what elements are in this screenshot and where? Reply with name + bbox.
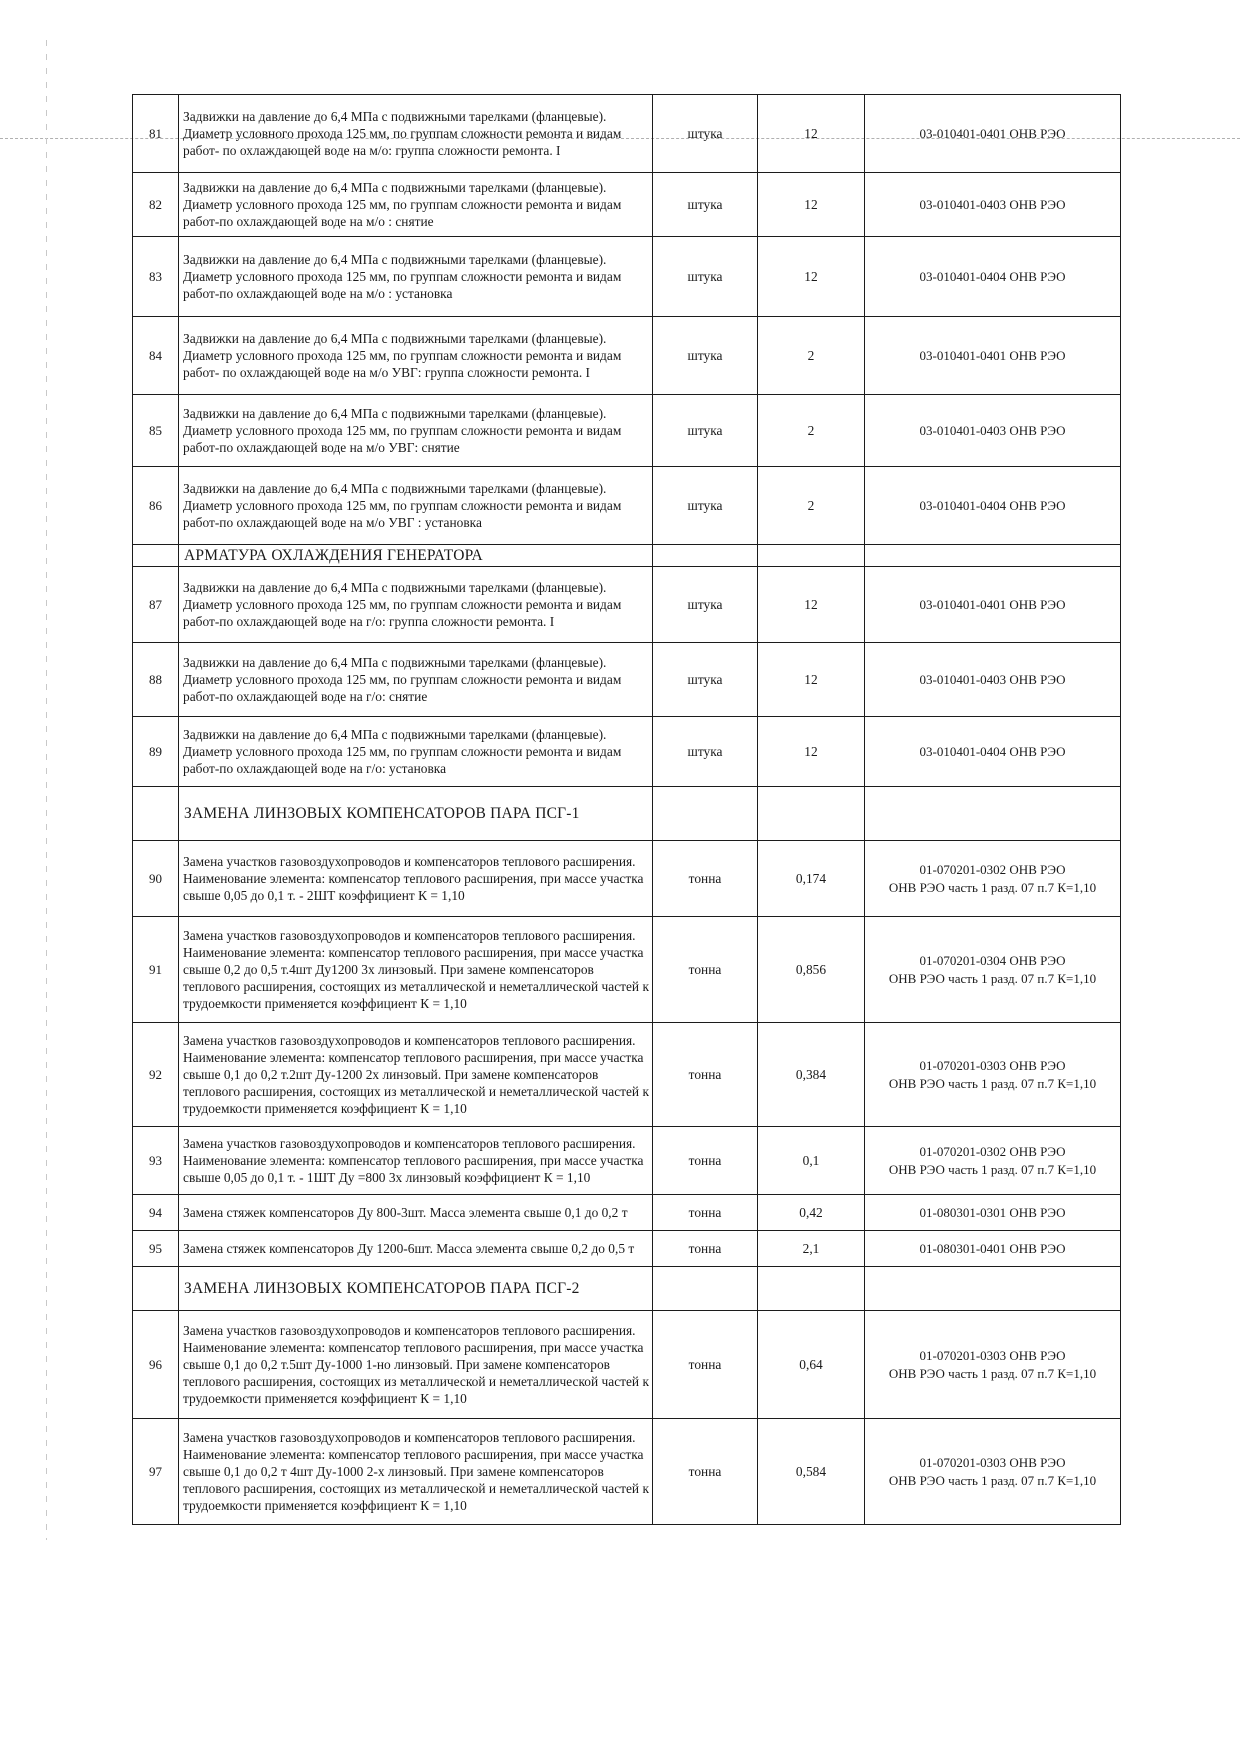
quantity: 0,42 — [758, 1195, 865, 1231]
quantity: 0,1 — [758, 1127, 865, 1195]
row-number: 94 — [133, 1195, 179, 1231]
norm-coefficient-note: ОНВ РЭО часть 1 разд. 07 п.7 К=1,10 — [888, 970, 1097, 986]
norm-code-cell — [865, 467, 1121, 545]
norm-code-cell — [865, 841, 1121, 917]
row-number: 81 — [133, 95, 179, 173]
norm-code: 03-010401-0401 ОНВ РЭО — [919, 125, 1066, 141]
norm-code: 03-010401-0401 ОНВ РЭО — [919, 347, 1066, 363]
norm-code-cell — [865, 173, 1121, 237]
work-description: Задвижки на давление до 6,4 МПа с подвижными тарелками (фланцевые). Диаметр условного прохода 125 мм, по группам сложности ремонта и видам работ- по охлаждающей воде на м/о УВГ: группа сложности ремонта. I — [179, 317, 653, 395]
norm-code-cell — [865, 917, 1121, 1023]
section-row — [133, 1267, 1121, 1311]
unit-of-measure: штука — [653, 173, 758, 237]
section-qty-cell — [758, 545, 865, 567]
work-description: Задвижки на давление до 6,4 МПа с подвижными тарелками (фланцевые). Диаметр условного прохода 125 мм, по группам сложности ремонта и видам работ-по охлаждающей воде на м/о : установка — [179, 237, 653, 317]
quantity: 12 — [758, 237, 865, 317]
norm-code: 01-080301-0301 ОНВ РЭО — [919, 1204, 1066, 1220]
quantity: 12 — [758, 95, 865, 173]
work-description: Замена участков газовоздухопроводов и компенсаторов теплового расширения. Наименование элемента: компенсатор теплового расширения, при массе участка свыше 0,05 до 0,1 т. - 1ШТ Ду =800 3х линзовый коэффициент К = 1,10 — [179, 1127, 653, 1195]
norm-code-cell — [865, 1127, 1121, 1195]
unit-of-measure: тонна — [653, 1023, 758, 1127]
norm-code: 03-010401-0403 ОНВ РЭО — [919, 196, 1066, 212]
section-title: ЗАМЕНА ЛИНЗОВЫХ КОМПЕНСАТОРОВ ПАРА ПСГ-1 — [179, 787, 653, 841]
section-num-cell — [133, 545, 179, 567]
work-description: Задвижки на давление до 6,4 МПа с подвижными тарелками (фланцевые). Диаметр условного прохода 125 мм, по группам сложности ремонта и видам работ-по охлаждающей воде на г/о: установка — [179, 717, 653, 787]
work-description: Задвижки на давление до 6,4 МПа с подвижными тарелками (фланцевые). Диаметр условного прохода 125 мм, по группам сложности ремонта и видам работ-по охлаждающей воде на г/о: группа сложности ремонта. I — [179, 567, 653, 643]
norm-code: 03-010401-0403 ОНВ РЭО — [919, 422, 1066, 438]
quantity: 0,856 — [758, 917, 865, 1023]
unit-of-measure: тонна — [653, 1419, 758, 1525]
section-row — [133, 787, 1121, 841]
row-number: 83 — [133, 237, 179, 317]
work-description: Замена участков газовоздухопроводов и компенсаторов теплового расширения. Наименование элемента: компенсатор теплового расширения, при массе участка свыше 0,05 до 0,1 т. - 2ШТ коэффициент К = 1,10 — [179, 841, 653, 917]
work-description: Замена участков газовоздухопроводов и компенсаторов теплового расширения. Наименование элемента: компенсатор теплового расширения, при массе участка свыше 0,1 до 0,2 т 4шт Ду-1000 2-х линзовый. При замене компенсаторов теплового расширения, состоящих из металлической и неметаллической частей к трудоемкости применяется коэффициент К = 1,10 — [179, 1419, 653, 1525]
unit-of-measure: тонна — [653, 841, 758, 917]
row-number: 88 — [133, 643, 179, 717]
quantity: 12 — [758, 567, 865, 643]
table-row — [133, 643, 1121, 717]
quantity: 12 — [758, 643, 865, 717]
norm-code: 01-070201-0303 ОНВ РЭО — [919, 1454, 1066, 1470]
row-number: 90 — [133, 841, 179, 917]
quantity: 2 — [758, 395, 865, 467]
work-description: Замена стяжек компенсаторов Ду 800-3шт. Масса элемента свыше 0,1 до 0,2 т — [179, 1195, 653, 1231]
norm-coefficient-note: ОНВ РЭО часть 1 разд. 07 п.7 К=1,10 — [888, 1075, 1097, 1091]
row-number: 85 — [133, 395, 179, 467]
norm-code-cell — [865, 95, 1121, 173]
table-row — [133, 95, 1121, 173]
norm-coefficient-note: ОНВ РЭО часть 1 разд. 07 п.7 К=1,10 — [888, 1472, 1097, 1488]
section-title: АРМАТУРА ОХЛАЖДЕНИЯ ГЕНЕРАТОРА — [179, 545, 653, 567]
norm-coefficient-note: ОНВ РЭО часть 1 разд. 07 п.7 К=1,10 — [888, 1161, 1097, 1177]
norm-code-cell — [865, 317, 1121, 395]
section-qty-cell — [758, 787, 865, 841]
table-row — [133, 1419, 1121, 1525]
work-description: Замена участков газовоздухопроводов и компенсаторов теплового расширения. Наименование элемента: компенсатор теплового расширения, при массе участка свыше 0,1 до 0,2 т.5шт Ду-1000 1-но линзовый. При замене компенсаторов теплового расширения, состоящих из металлической и неметаллической частей к трудоемкости применяется коэффициент К = 1,10 — [179, 1311, 653, 1419]
norm-code: 03-010401-0404 ОНВ РЭО — [919, 497, 1066, 513]
norm-code-cell — [865, 1419, 1121, 1525]
table-row — [133, 917, 1121, 1023]
quantity: 12 — [758, 173, 865, 237]
unit-of-measure: тонна — [653, 1311, 758, 1419]
row-number: 84 — [133, 317, 179, 395]
table-row — [133, 467, 1121, 545]
norm-code: 01-080301-0401 ОНВ РЭО — [919, 1240, 1066, 1256]
work-description: Замена участков газовоздухопроводов и компенсаторов теплового расширения. Наименование элемента: компенсатор теплового расширения, при массе участка свыше 0,1 до 0,2 т.2шт Ду-1200 2х линзовый. При замене компенсаторов теплового расширения, состоящих из металлической и неметаллической частей к трудоемкости применяется коэффициент К = 1,10 — [179, 1023, 653, 1127]
norm-code-cell — [865, 1023, 1121, 1127]
row-number: 93 — [133, 1127, 179, 1195]
norm-code: 01-070201-0302 ОНВ РЭО — [919, 861, 1066, 877]
row-number: 92 — [133, 1023, 179, 1127]
table-row — [133, 1231, 1121, 1267]
work-description: Замена участков газовоздухопроводов и компенсаторов теплового расширения. Наименование элемента: компенсатор теплового расширения, при массе участка свыше 0,2 до 0,5 т.4шт Ду1200 3х линзовый. При замене компенсаторов теплового расширения, состоящих из металлической и неметаллической частей к трудоемкости применяется коэффициент К = 1,10 — [179, 917, 653, 1023]
work-description: Задвижки на давление до 6,4 МПа с подвижными тарелками (фланцевые). Диаметр условного прохода 125 мм, по группам сложности ремонта и видам работ-по охлаждающей воде на г/о: снятие — [179, 643, 653, 717]
norm-code: 01-070201-0302 ОНВ РЭО — [919, 1143, 1066, 1159]
norm-code-cell — [865, 1311, 1121, 1419]
norm-code-cell — [865, 237, 1121, 317]
quantity: 2,1 — [758, 1231, 865, 1267]
work-description: Задвижки на давление до 6,4 МПа с подвижными тарелками (фланцевые). Диаметр условного прохода 125 мм, по группам сложности ремонта и видам работ-по охлаждающей воде на м/о УВГ : установка — [179, 467, 653, 545]
norm-code: 01-070201-0303 ОНВ РЭО — [919, 1347, 1066, 1363]
quantity: 2 — [758, 317, 865, 395]
quantity: 0,584 — [758, 1419, 865, 1525]
table-row — [133, 841, 1121, 917]
work-description: Задвижки на давление до 6,4 МПа с подвижными тарелками (фланцевые). Диаметр условного прохода 125 мм, по группам сложности ремонта и видам работ- по охлаждающей воде на м/о: группа сложности ремонта. I — [179, 95, 653, 173]
unit-of-measure: тонна — [653, 917, 758, 1023]
estimate-table — [132, 94, 1121, 1525]
table-row — [133, 237, 1121, 317]
unit-of-measure: штука — [653, 95, 758, 173]
unit-of-measure: штука — [653, 467, 758, 545]
norm-code-cell — [865, 643, 1121, 717]
section-num-cell — [133, 1267, 179, 1311]
norm-code: 03-010401-0403 ОНВ РЭО — [919, 671, 1066, 687]
section-code-cell — [865, 1267, 1121, 1311]
quantity: 0,174 — [758, 841, 865, 917]
unit-of-measure: штука — [653, 717, 758, 787]
section-unit-cell — [653, 1267, 758, 1311]
row-number: 96 — [133, 1311, 179, 1419]
section-unit-cell — [653, 787, 758, 841]
row-number: 91 — [133, 917, 179, 1023]
table-row — [133, 1195, 1121, 1231]
row-number: 95 — [133, 1231, 179, 1267]
section-code-cell — [865, 787, 1121, 841]
norm-code: 03-010401-0404 ОНВ РЭО — [919, 268, 1066, 284]
norm-code: 03-010401-0404 ОНВ РЭО — [919, 743, 1066, 759]
row-number: 89 — [133, 717, 179, 787]
work-description: Задвижки на давление до 6,4 МПа с подвижными тарелками (фланцевые). Диаметр условного прохода 125 мм, по группам сложности ремонта и видам работ-по охлаждающей воде на м/о УВГ: снятие — [179, 395, 653, 467]
section-code-cell — [865, 545, 1121, 567]
row-number: 87 — [133, 567, 179, 643]
norm-code-cell — [865, 717, 1121, 787]
norm-coefficient-note: ОНВ РЭО часть 1 разд. 07 п.7 К=1,10 — [888, 879, 1097, 895]
row-number: 82 — [133, 173, 179, 237]
norm-code-cell — [865, 1231, 1121, 1267]
quantity: 12 — [758, 717, 865, 787]
norm-code: 01-070201-0304 ОНВ РЭО — [919, 952, 1066, 968]
scan-edge-mark — [46, 40, 47, 1540]
quantity: 2 — [758, 467, 865, 545]
norm-code-cell — [865, 567, 1121, 643]
unit-of-measure: штука — [653, 643, 758, 717]
table-row — [133, 1311, 1121, 1419]
unit-of-measure: тонна — [653, 1195, 758, 1231]
norm-code-cell — [865, 1195, 1121, 1231]
work-description: Замена стяжек компенсаторов Ду 1200-6шт. Масса элемента свыше 0,2 до 0,5 т — [179, 1231, 653, 1267]
table-row — [133, 317, 1121, 395]
unit-of-measure: штука — [653, 395, 758, 467]
quantity: 0,64 — [758, 1311, 865, 1419]
norm-code: 01-070201-0303 ОНВ РЭО — [919, 1057, 1066, 1073]
unit-of-measure: штука — [653, 567, 758, 643]
section-unit-cell — [653, 545, 758, 567]
section-title: ЗАМЕНА ЛИНЗОВЫХ КОМПЕНСАТОРОВ ПАРА ПСГ-2 — [179, 1267, 653, 1311]
section-num-cell — [133, 787, 179, 841]
row-number: 97 — [133, 1419, 179, 1525]
unit-of-measure: штука — [653, 237, 758, 317]
estimate-table-body — [133, 95, 1121, 1525]
table-row — [133, 1023, 1121, 1127]
section-row — [133, 545, 1121, 567]
table-row — [133, 717, 1121, 787]
section-qty-cell — [758, 1267, 865, 1311]
quantity: 0,384 — [758, 1023, 865, 1127]
unit-of-measure: штука — [653, 317, 758, 395]
work-description: Задвижки на давление до 6,4 МПа с подвижными тарелками (фланцевые). Диаметр условного прохода 125 мм, по группам сложности ремонта и видам работ-по охлаждающей воде на м/о : снятие — [179, 173, 653, 237]
table-row — [133, 1127, 1121, 1195]
row-number: 86 — [133, 467, 179, 545]
table-row — [133, 395, 1121, 467]
table-row — [133, 567, 1121, 643]
unit-of-measure: тонна — [653, 1231, 758, 1267]
norm-code: 03-010401-0401 ОНВ РЭО — [919, 596, 1066, 612]
table-row — [133, 173, 1121, 237]
unit-of-measure: тонна — [653, 1127, 758, 1195]
norm-coefficient-note: ОНВ РЭО часть 1 разд. 07 п.7 К=1,10 — [888, 1365, 1097, 1381]
norm-code-cell — [865, 395, 1121, 467]
